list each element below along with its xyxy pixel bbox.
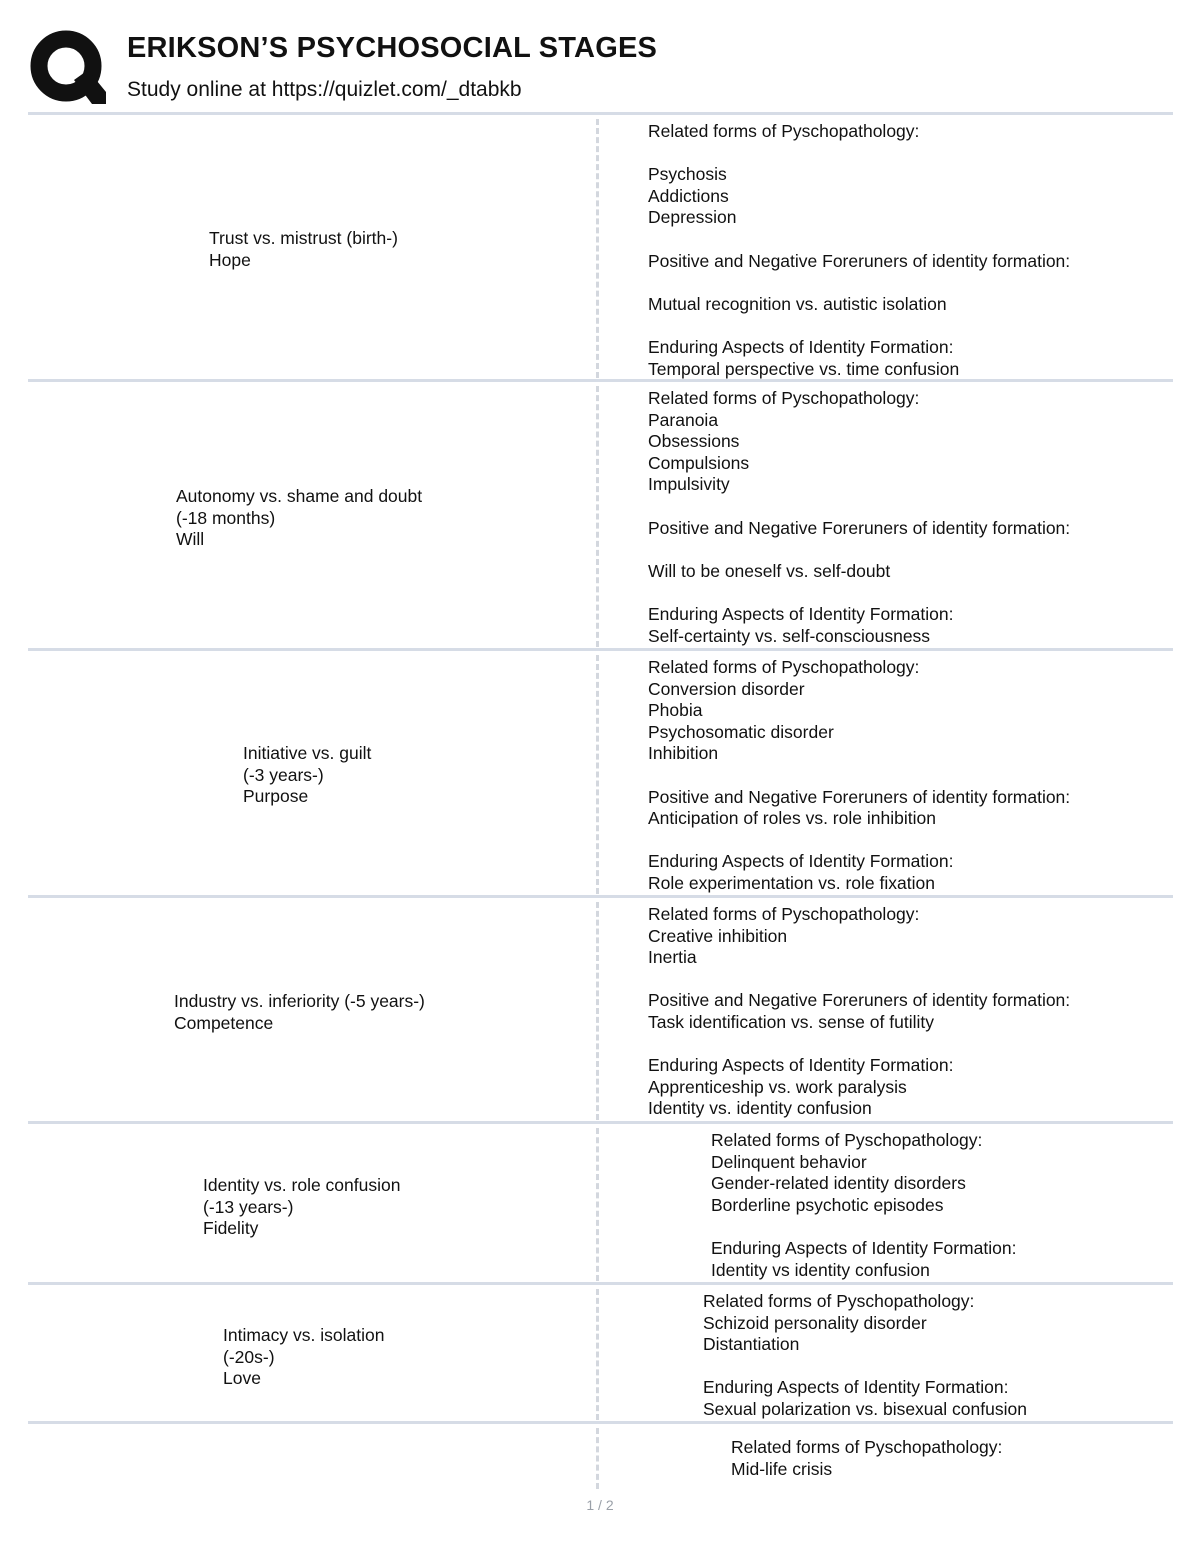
- column-divider: [596, 119, 599, 378]
- card-term: Industry vs. inferiority (-5 years-) Competence: [174, 991, 425, 1033]
- column-divider: [596, 1128, 599, 1281]
- card-term: Identity vs. role confusion (-13 years-) Fidelity: [203, 1175, 401, 1239]
- flashcard-row: [28, 648, 1173, 897]
- card-definition: Related forms of Pyschopathology: Schizoid personality disorder Distantiation Enduring Aspects of Identity Formation: Sexual polarization vs. bisexual confusion: [703, 1291, 1027, 1419]
- flashcard-row: [28, 1121, 1173, 1284]
- quizlet-q-logo-icon: [30, 30, 106, 106]
- study-online-link-text[interactable]: Study online at https://quizlet.com/_dtabkb: [127, 78, 522, 101]
- flashcard-row: [28, 379, 1173, 650]
- flashcard-row: [28, 112, 1173, 381]
- flashcard-row: [28, 1421, 1173, 1492]
- page-title: ERIKSON’S PSYCHOSOCIAL STAGES: [127, 32, 658, 64]
- card-term: Trust vs. mistrust (birth-) Hope: [209, 228, 398, 270]
- column-divider: [596, 655, 599, 894]
- page-number: 1 / 2: [586, 1497, 614, 1513]
- card-term: Initiative vs. guilt (-3 years-) Purpose: [243, 743, 372, 807]
- flashcard-row: [28, 895, 1173, 1123]
- column-divider: [596, 1289, 599, 1420]
- card-term: Autonomy vs. shame and doubt (-18 months) Will: [176, 486, 423, 550]
- card-definition: Related forms of Pyschopathology: Creative inhibition Inertia Positive and Negative Foreruners of identity formation: Task identification vs. sense of futility Enduring Aspects of Identity Formation: Apprenticeship vs. work paralysis Identity vs. identity confusion: [648, 904, 1071, 1119]
- card-definition: Related forms of Pyschopathology: Conversion disorder Phobia Psychosomatic disorder Inhibition Positive and Negative Foreruners of identity formation: Anticipation of roles vs. role inhibition Enduring Aspects of Identity Formation: Role experimentation vs. role fixation: [648, 657, 1071, 893]
- card-definition: Related forms of Pyschopathology: Mid-life crisis: [731, 1437, 1003, 1479]
- column-divider: [596, 902, 599, 1120]
- card-definition: Related forms of Pyschopathology: Paranoia Obsessions Compulsions Impulsivity Positive and Negative Foreruners of identity formation: Will to be oneself vs. self-doubt Enduring Aspects of Identity Formation: Self-certainty vs. self-consciousness: [648, 388, 1071, 646]
- card-definition: Related forms of Pyschopathology: Delinquent behavior Gender-related identity disorders Borderline psychotic episodes Enduring Aspects of Identity Formation: Identity vs identity confusion: [711, 1130, 1017, 1280]
- column-divider: [596, 386, 599, 647]
- flashcard-row: [28, 1282, 1173, 1423]
- column-divider: [596, 1428, 599, 1489]
- card-definition: Related forms of Pyschopathology: Psychosis Addictions Depression Positive and Negative Foreruners of identity formation: Mutual recognition vs. autistic isolation Enduring Aspects of Identity Formation: Temporal perspective vs. time confusion: [648, 121, 1071, 379]
- page-header: [0, 0, 1200, 112]
- card-term: Intimacy vs. isolation (-20s-) Love: [223, 1325, 385, 1389]
